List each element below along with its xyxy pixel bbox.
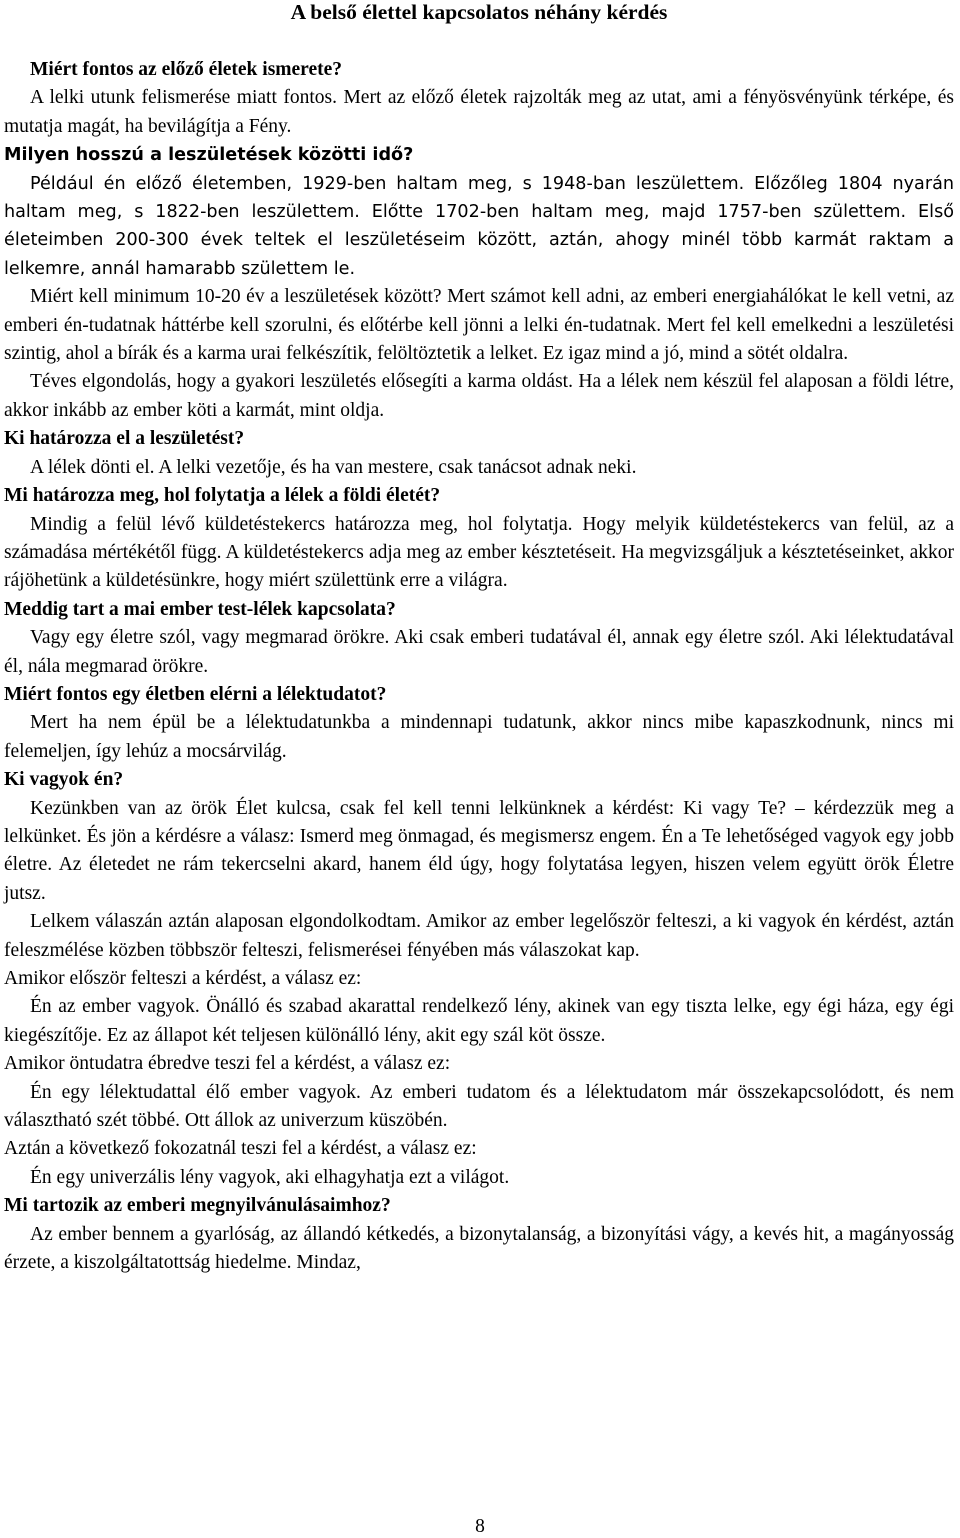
paragraph: Én az ember vagyok. Önálló és szabad akarattal rendelkező lény, akinek van egy tiszta lelke, egy égi háza, egy égi kiegészítője. Ez az állapot két teljesen különálló lény, akit egy szál köt össze. — [4, 996, 954, 1046]
paragraph: Én egy lélektudattal élő ember vagyok. Az emberi tudatom és a lélektudatom már összekapcsolódott, és nem választható szét többé. Ott állok az univerzum küszöbén. — [4, 1081, 954, 1132]
paragraph: Lelkem válaszán aztán alaposan elgondolkodtam. Amikor az ember legelőször felteszi, a ki vagyok én kérdést, aztán feleszmélése közben többször felteszi, felismerései fényében más válaszokat kap. — [4, 911, 954, 961]
question-heading: Milyen hosszú a leszületések közötti idő? — [4, 145, 414, 166]
paragraph: Amikor először felteszi a kérdést, a válasz ez: — [4, 968, 362, 989]
paragraph: Miért kell minimum 10-20 év a leszületések között? Mert számot kell adni, az emberi energiahálókat le kell vetni, az emberi én-tudatnak háttérbe kell szorulni, és előtérbe kell jönni a lelki én-tudatnak. Mert fel kell emelkedni a leszületési szintig, ahol a bírák és a karma urai felkészítik, felöltöztetik a lelket. Ez igaz mind a jó, mind a sötét oldalra. — [4, 286, 954, 365]
paragraph: A lelki utunk felismerése miatt fontos. Mert az előző életek rajzolták meg az utat, ami a fényösvényünk térképe, és mutatja magát, ha bevilágítja a Fény. — [4, 87, 954, 137]
question-heading: Miért fontos egy életben elérni a lélektudatot? — [4, 683, 387, 705]
question-heading: Meddig tart a mai ember test-lélek kapcsolata? — [4, 598, 396, 620]
question-heading: Mi tartozik az emberi megnyilvánulásaimhoz? — [4, 1195, 391, 1217]
paragraph: Vagy egy életre szól, vagy megmarad örökre. Aki csak emberi tudatával él, annak egy életre szól. Aki lélektudatával él, nála megmarad örökre. — [4, 627, 954, 677]
question-heading: Miért fontos az előző életek ismerete? — [30, 59, 343, 80]
paragraph: Amikor öntudatra ébredve teszi fel a kérdést, a válasz ez: — [4, 1053, 451, 1075]
paragraph: Például én előző életemben, 1929-ben haltam meg, s 1948-ban leszülettem. Előzőleg 1804 nyarán haltam meg, s 1822-ben leszülettem. Előtte 1702-ben haltam meg, majd 1757-ben születtem. Első életeimben 200-300 évek teltek el leszületéseim között, aztán, ahogy minél több karmát raktam a lelkemre, annál hamarabb születtem le. — [4, 173, 954, 279]
paragraph: Mindig a felül lévő küldetéstekercs határozza meg, hol folytatja. Hogy melyik küldetéstekercs van felül, az a számadása mértékétől függ. A küldetéstekercs adja meg az ember késztetéseit. Ha megvizsgáljuk a késztetéseinket, akkor rájöhetünk a küldetésünkre, hogy miért születtünk erre a világra. — [4, 513, 954, 592]
question-heading: Ki vagyok én? — [4, 769, 124, 791]
paragraph: Az ember bennem a gyarlóság, az állandó kétkedés, a bizonytalanság, a bizonyítási vágy, a kevés hit, a magányosság érzete, a kiszolgáltatottság hiedelme. Mindaz, — [4, 1223, 954, 1274]
paragraph: Kezünkben van az örök Élet kulcsa, csak fel kell tenni lelkünknek a kérdést: Ki vagy Te? – kérdezzük meg a lelkünket. És jön a kérdésre a válasz: Ismerd meg önmagad, és megismersz engem. Én a Te lehetőséged vagyok egy jobb életre. Az életedet ne rám tekercselni akard, hanem éld úgy, hogy folytatása legyen, hiszen velem együtt örök Életre jutsz. — [4, 797, 954, 904]
question-heading: Ki határozza el a leszületést? — [4, 428, 245, 450]
paragraph: Én egy univerzális lény vagyok, aki elhagyhatja ezt a világot. — [30, 1166, 510, 1188]
page-title: A belső élettel kapcsolatos néhány kérdés — [290, 0, 668, 24]
paragraph: A lélek dönti el. A lelki vezetője, és ha van mestere, csak tanácsot adnak neki. — [30, 456, 637, 478]
page-number: 8 — [475, 1516, 485, 1537]
document-page — [4, 0, 954, 1277]
paragraph: Téves elgondolás, hogy a gyakori leszületés elősegíti a karma oldást. Ha a lélek nem készül fel alaposan a földi létre, akkor inkább az ember köti a karmát, mint oldja. — [4, 371, 954, 421]
paragraph: Mert ha nem épül be a lélektudatunkba a mindennapi tudatunk, akkor nincs mibe kapaszkodnunk, nincs mi felemeljen, így lehúz a mocsárvilág. — [4, 712, 954, 762]
question-heading: Mi határozza meg, hol folytatja a lélek a földi életét? — [4, 485, 441, 507]
document-body — [4, 56, 954, 1277]
paragraph: Aztán a következő fokozatnál teszi fel a kérdést, a válasz ez: — [4, 1138, 477, 1160]
